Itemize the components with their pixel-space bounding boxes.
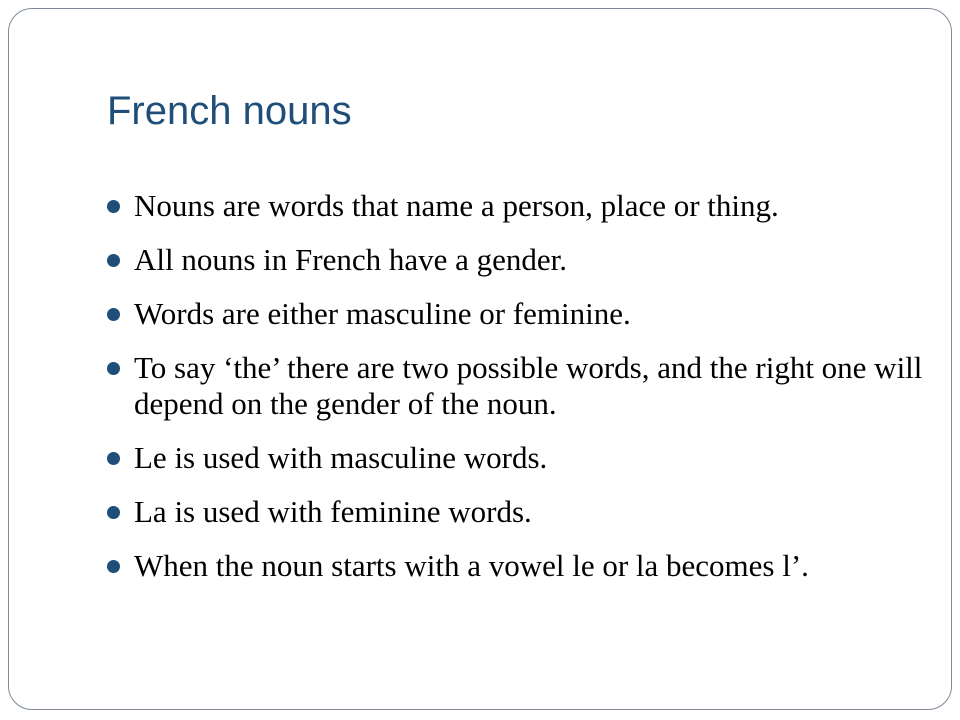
bullet-icon	[107, 560, 120, 573]
bullet-text: Words are either masculine or feminine.	[134, 296, 631, 331]
bullet-icon	[107, 254, 120, 267]
bullet-icon	[107, 506, 120, 519]
bullet-item	[107, 188, 957, 224]
bullet-icon	[107, 200, 120, 213]
bullet-text: Nouns are words that name a person, place or thing.	[134, 188, 779, 223]
bullet-text: All nouns in French have a gender.	[134, 242, 568, 277]
bullet-text: Le is used with masculine words.	[134, 440, 548, 475]
bullet-icon	[107, 362, 120, 375]
bullet-text: When the noun starts with a vowel le or la becomes l’.	[134, 548, 809, 583]
bullet-list	[107, 188, 957, 602]
slide-title: French nouns	[107, 89, 352, 133]
bullet-text: La is used with feminine words.	[134, 494, 532, 529]
bullet-text: To say ‘the’ there are two possible words, and the right one will depend on the gender of the noun.	[134, 350, 923, 421]
bullet-item	[107, 350, 957, 422]
bullet-item	[107, 242, 957, 278]
bullet-icon	[107, 308, 120, 321]
bullet-item	[107, 440, 957, 476]
bullet-item	[107, 494, 957, 530]
bullet-icon	[107, 452, 120, 465]
bullet-item	[107, 296, 957, 332]
bullet-item	[107, 548, 957, 584]
